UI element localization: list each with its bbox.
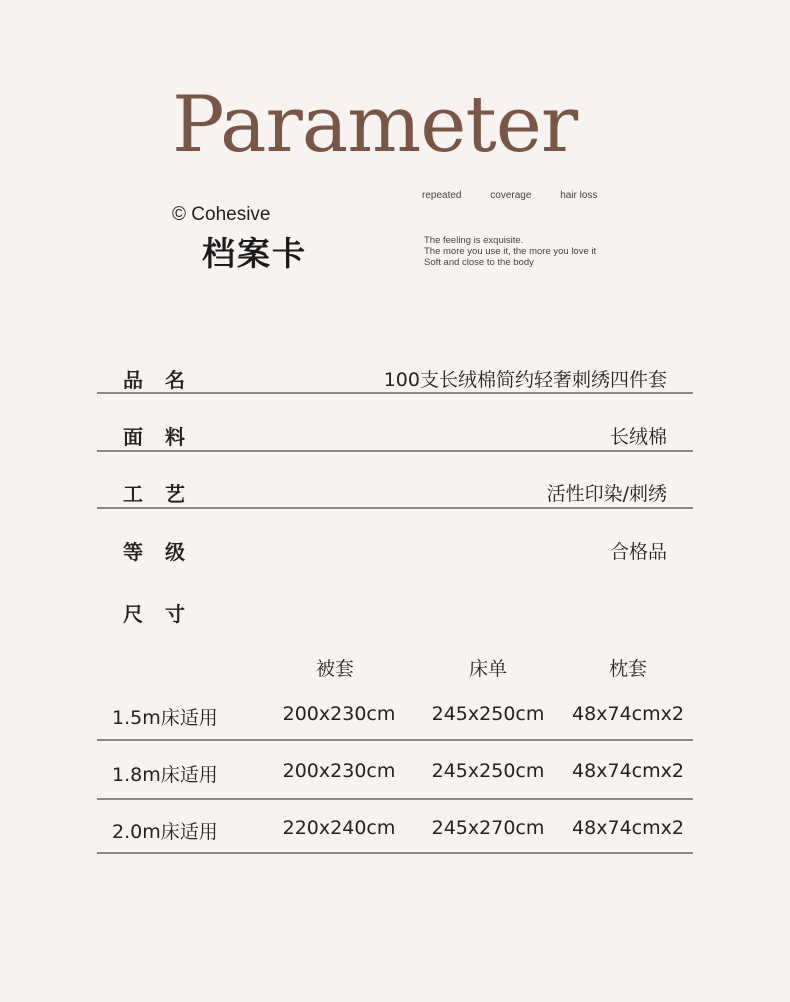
divider xyxy=(97,450,693,452)
divider xyxy=(97,392,693,394)
tag-item: repeated xyxy=(422,190,462,201)
param-value: 100支长绒棉简约轻奢刺绣四件套 xyxy=(383,369,667,391)
divider xyxy=(97,739,693,741)
divider xyxy=(97,852,693,854)
size-row-name: 1.5m床适用 xyxy=(112,707,218,729)
column-header-pillowcase: 枕套 xyxy=(608,658,648,680)
param-label: 品名 xyxy=(123,368,207,392)
param-row-grade xyxy=(97,530,693,586)
divider xyxy=(97,507,693,509)
tag-list xyxy=(422,190,597,201)
size-cell: 245x250cm xyxy=(431,703,545,725)
description xyxy=(424,235,596,268)
description-line: Soft and close to the body xyxy=(424,257,534,268)
size-cell: 48x74cmx2 xyxy=(572,817,684,839)
size-cell: 220x240cm xyxy=(282,817,396,839)
description-line: The more you use it, the more you love it xyxy=(424,246,597,257)
divider xyxy=(97,798,693,800)
size-row-name: 2.0m床适用 xyxy=(112,821,218,843)
page-title: Parameter xyxy=(172,80,578,170)
size-cell: 200x230cm xyxy=(282,760,396,782)
param-label: 等级 xyxy=(123,540,207,564)
tag-item: hair loss xyxy=(560,190,598,201)
param-row-craft xyxy=(97,472,693,528)
size-label: 尺寸 xyxy=(123,602,207,626)
size-cell: 48x74cmx2 xyxy=(572,703,684,725)
param-value: 合格品 xyxy=(609,541,667,563)
size-cell: 245x270cm xyxy=(431,817,545,839)
size-cell: 200x230cm xyxy=(282,703,396,725)
column-header-duvet: 被套 xyxy=(315,658,355,680)
param-label: 面料 xyxy=(123,425,207,449)
size-cell: 245x250cm xyxy=(431,760,545,782)
description-line: The feeling is exquisite. xyxy=(424,235,524,246)
tag-item: coverage xyxy=(490,190,532,201)
column-header-sheet: 床单 xyxy=(468,658,508,680)
param-row-name xyxy=(97,358,693,414)
param-row-fabric xyxy=(97,415,693,471)
brand-name: © Cohesive xyxy=(172,204,271,225)
param-value: 活性印染/刺绣 xyxy=(546,483,667,505)
size-cell: 48x74cmx2 xyxy=(572,760,684,782)
param-value: 长绒棉 xyxy=(609,426,667,448)
param-label: 工艺 xyxy=(123,482,207,506)
page-subtitle: 档案卡 xyxy=(202,234,307,273)
size-row-name: 1.8m床适用 xyxy=(112,764,218,786)
